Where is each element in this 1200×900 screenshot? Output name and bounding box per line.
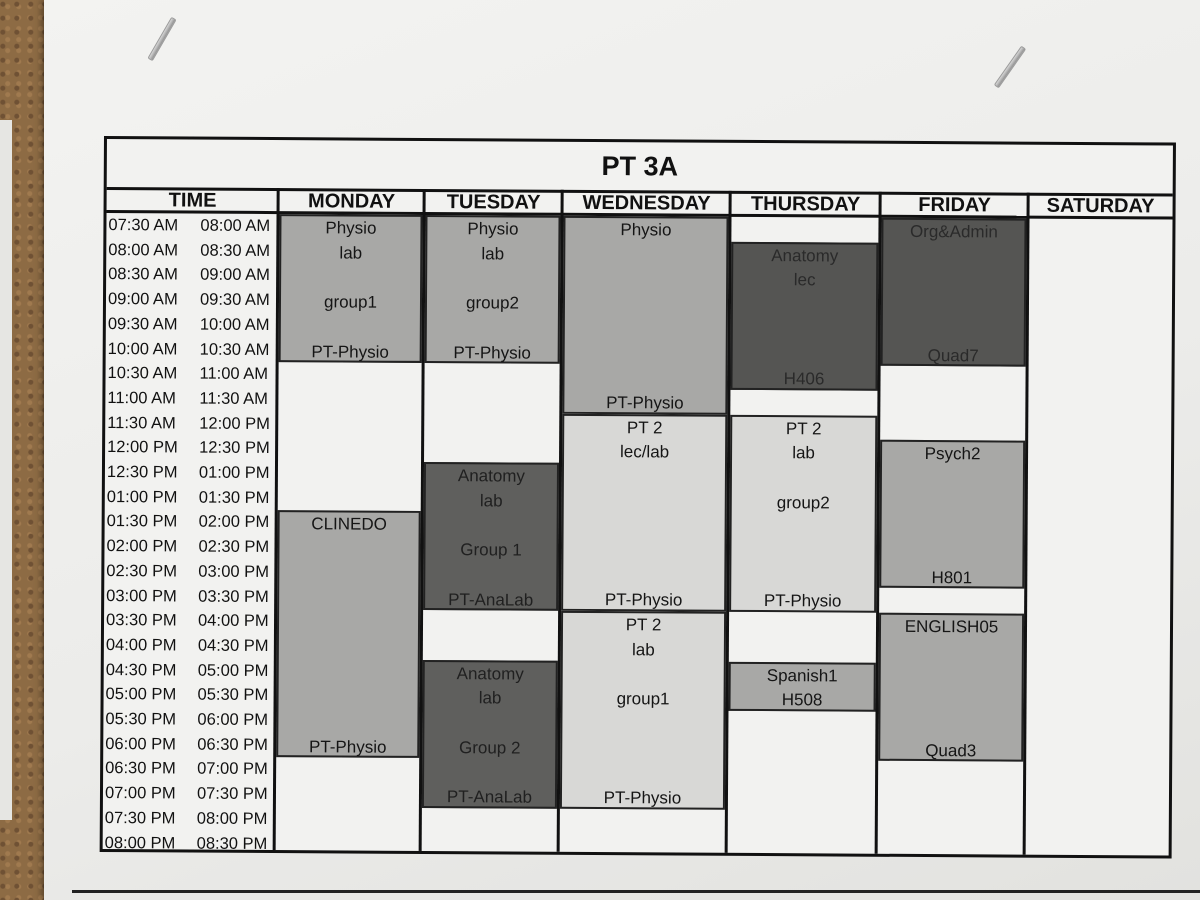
col-header-wednesday: WEDNESDAY: [563, 190, 731, 217]
class-block-thursday: [729, 414, 877, 612]
class-block-text: Physio: [325, 218, 377, 238]
class-block-text: PT 2: [785, 418, 822, 438]
time-slot-row: [105, 460, 277, 486]
class-block-text: group1: [323, 292, 378, 312]
class-block-text: Group 2: [458, 737, 521, 758]
time-slot-end: 07:00 PM: [197, 759, 268, 779]
time-slot-end: 06:00 PM: [197, 710, 269, 730]
time-slot-end: 02:00 PM: [198, 512, 270, 532]
time-slot-start: 01:00 PM: [106, 487, 178, 507]
time-slot-end: 01:30 PM: [198, 488, 270, 507]
time-slot-end: 07:30 PM: [196, 784, 268, 804]
time-slot-row: [106, 213, 278, 239]
time-slot-start: 12:30 PM: [106, 463, 178, 482]
time-slot-row: [103, 806, 275, 832]
class-block-text: CLINEDO: [311, 514, 387, 535]
class-block-wednesday: [562, 216, 728, 415]
time-slot-start: 01:30 PM: [106, 512, 178, 531]
time-slot-start: 12:00 PM: [107, 438, 178, 457]
col-header-monday: MONDAY: [279, 188, 425, 215]
time-slot-row: [105, 485, 277, 511]
time-slot-end: 04:30 PM: [197, 636, 269, 655]
class-block-text: PT-Physio: [453, 342, 531, 363]
time-slot-row: [103, 756, 275, 782]
col-header-time: TIME: [107, 187, 279, 214]
class-block-thursday: [730, 242, 878, 391]
class-block-text: PT-Physio: [604, 590, 683, 611]
class-block-text: PT 2: [625, 615, 662, 635]
time-slot-row: [105, 509, 277, 535]
time-slot-end: 08:00 PM: [196, 809, 268, 828]
col-header-friday: FRIDAY: [881, 192, 1029, 219]
time-slot-start: 06:00 PM: [105, 734, 176, 754]
time-slot-start: 05:30 PM: [105, 710, 177, 729]
time-slot-row: [104, 658, 276, 684]
class-block-text: lab: [339, 243, 363, 263]
time-slot-end: 12:00 PM: [199, 414, 270, 433]
time-slot-end: 09:30 AM: [199, 290, 270, 310]
col-header-thursday: THURSDAY: [731, 191, 881, 218]
class-block-text: Anatomy: [457, 466, 526, 486]
class-block-text: Anatomy: [771, 245, 839, 266]
time-slot-start: 10:00 AM: [107, 339, 178, 358]
time-slot-end: 12:30 PM: [199, 438, 270, 458]
time-slot-end: 08:00 AM: [200, 216, 271, 236]
time-slot-end: 10:30 AM: [199, 340, 270, 359]
time-slot-start: 08:00 AM: [108, 240, 179, 260]
time-slot-start: 04:30 PM: [105, 660, 177, 680]
class-block-text: ENGLISH05: [904, 617, 999, 637]
time-slot-end: 05:00 PM: [197, 661, 269, 680]
class-block-text: Org&Admin: [909, 221, 998, 242]
time-slot-start: 04:00 PM: [105, 635, 177, 655]
class-block-text: lec/lab: [619, 442, 670, 462]
class-block-text: H801: [931, 567, 973, 588]
time-slot-row: [103, 831, 275, 857]
class-block-tuesday: [423, 462, 559, 611]
class-block-text: PT-Physio: [603, 788, 682, 808]
class-block-text: H508: [781, 690, 823, 710]
class-block-text: lab: [481, 243, 505, 264]
class-block-text: Psych2: [924, 444, 981, 464]
paper-edge-behind: [0, 120, 12, 820]
time-slot-end: 06:30 PM: [197, 735, 268, 754]
class-block-text: lab: [792, 443, 815, 463]
time-slot-row: [104, 584, 276, 610]
class-block-text: lec: [793, 270, 816, 290]
time-slot-row: [105, 361, 277, 387]
time-slot-start: 11:30 AM: [107, 413, 176, 433]
class-block-text: group2: [776, 492, 830, 513]
schedule-table: [100, 136, 1176, 859]
time-slot-row: [105, 411, 277, 437]
class-block-text: Spanish1: [766, 665, 838, 686]
time-slot-start: 03:00 PM: [106, 586, 177, 605]
time-slot-row: [105, 435, 277, 461]
class-block-text: Anatomy: [456, 663, 524, 684]
time-slot-start: 06:30 PM: [105, 759, 176, 778]
next-sheet-edge: [72, 890, 1200, 893]
col-header-tuesday: TUESDAY: [425, 189, 563, 216]
class-block-friday: [879, 440, 1025, 589]
time-slot-end: 05:30 PM: [197, 685, 269, 705]
time-slot-row: [103, 732, 275, 758]
time-slot-end: 08:30 PM: [196, 834, 268, 853]
time-slot-start: 02:00 PM: [106, 537, 178, 556]
time-slot-row: [106, 287, 278, 313]
time-slot-end: 08:30 AM: [200, 241, 271, 260]
time-slot-row: [104, 682, 276, 708]
class-block-wednesday: [561, 413, 727, 612]
schedule-title: PT 3A: [107, 139, 1173, 197]
time-slot-row: [104, 608, 276, 634]
class-block-text: PT 2: [626, 417, 663, 438]
class-block-friday: [878, 613, 1024, 762]
time-slot-end: 04:00 PM: [197, 611, 269, 631]
time-slot-end: 03:00 PM: [198, 562, 270, 581]
time-slot-end: 02:30 PM: [198, 537, 270, 557]
time-slot-row: [106, 312, 278, 338]
class-block-text: lab: [479, 490, 503, 511]
time-slot-row: [106, 238, 278, 264]
col-header-saturday: SATURDAY: [1029, 193, 1173, 220]
time-slot-start: 10:30 AM: [107, 364, 178, 383]
class-block-text: lab: [478, 688, 502, 708]
time-slot-row: [104, 559, 276, 585]
time-slot-end: 10:00 AM: [199, 315, 270, 334]
time-slot-start: 07:00 PM: [104, 784, 176, 803]
class-block-text: Physio: [467, 219, 519, 239]
time-slot-start: 09:00 AM: [107, 290, 178, 309]
time-slot-start: 05:00 PM: [105, 685, 177, 704]
class-block-wednesday: [560, 611, 726, 810]
class-block-text: PT-Physio: [311, 341, 389, 362]
class-block-text: H406: [783, 369, 825, 389]
class-block-text: Quad7: [927, 345, 979, 365]
class-block-text: group2: [465, 293, 520, 313]
class-block-text: PT-AnaLab: [446, 787, 533, 807]
time-slot-start: 02:30 PM: [106, 561, 178, 581]
class-block-text: PT-Physio: [763, 591, 842, 611]
time-slot-start: 11:00 AM: [107, 388, 176, 408]
time-slot-row: [104, 633, 276, 659]
time-slot-start: 08:30 AM: [108, 265, 178, 284]
time-slot-end: 09:00 AM: [200, 265, 270, 285]
time-slot-start: 03:30 PM: [105, 611, 177, 630]
time-slot-row: [103, 707, 275, 733]
class-block-text: Quad3: [925, 740, 977, 761]
class-block-text: PT-AnaLab: [448, 589, 534, 610]
class-block-monday: [276, 510, 421, 758]
class-block-text: lab: [631, 640, 655, 660]
class-block-tuesday: [422, 660, 558, 809]
time-slot-start: 07:30 AM: [108, 216, 179, 235]
class-block-text: PT-Physio: [606, 392, 684, 413]
time-slot-row: [105, 386, 277, 412]
time-slot-end: 11:00 AM: [199, 364, 269, 384]
class-block-text: PT-Physio: [308, 736, 387, 757]
time-slot-start: 08:00 PM: [104, 833, 176, 852]
class-block-tuesday: [425, 215, 561, 364]
time-slot-row: [103, 781, 275, 807]
time-slot-row: [106, 262, 278, 288]
class-block-text: group1: [616, 689, 670, 709]
class-block-monday: [279, 214, 423, 363]
time-slot-end: 03:30 PM: [198, 587, 269, 606]
time-slot-start: 07:30 PM: [104, 808, 176, 828]
time-slot-start: 09:30 AM: [107, 314, 178, 334]
class-block-text: Physio: [620, 220, 672, 240]
time-slot-end: 01:00 PM: [198, 463, 270, 483]
class-block-friday: [881, 218, 1027, 367]
class-block-thursday: [729, 661, 876, 711]
time-slot-end: 11:30 AM: [199, 389, 268, 408]
class-block-text: Group 1: [460, 540, 522, 560]
time-slot-row: [104, 534, 276, 560]
time-slot-row: [106, 337, 278, 363]
